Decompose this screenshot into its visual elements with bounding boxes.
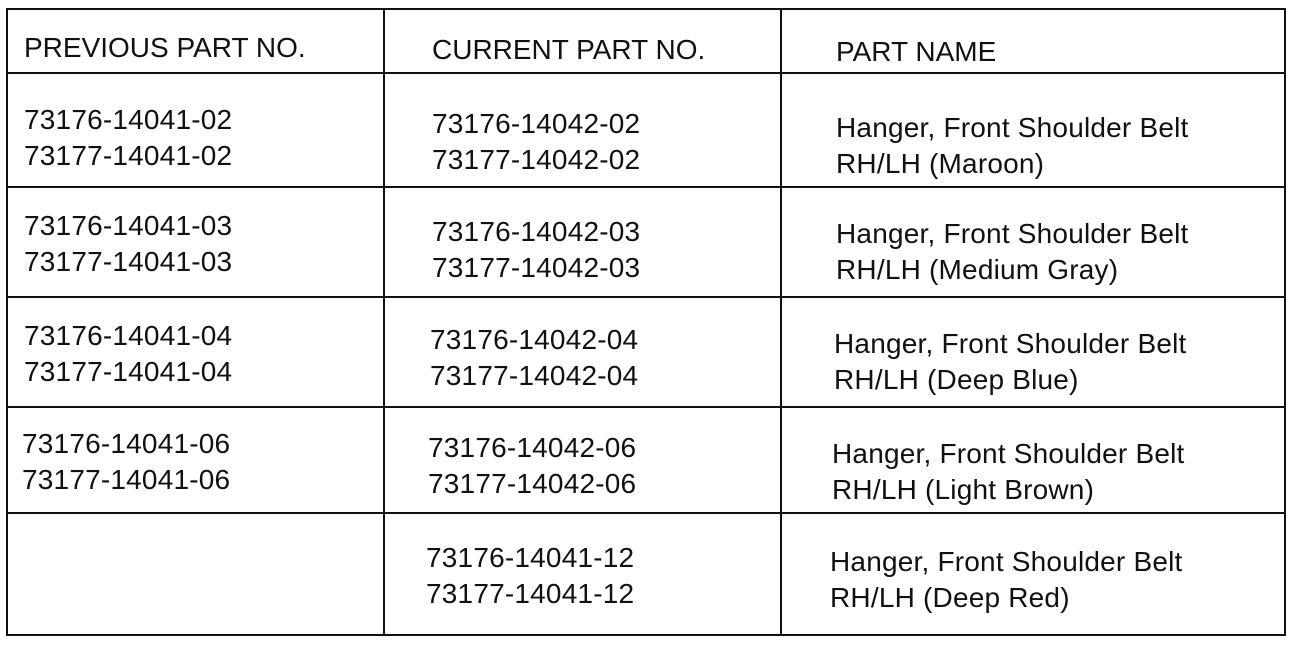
current-part-number: 73177-14042-02 — [432, 144, 641, 175]
part-name: Hanger, Front Shoulder Belt — [836, 112, 1189, 143]
previous-part-number: 73176-14041-04 — [24, 320, 233, 351]
part-name: RH/LH (Medium Gray) — [836, 254, 1119, 285]
part-name: Hanger, Front Shoulder Belt — [830, 546, 1183, 577]
parts-table — [6, 8, 1286, 636]
row-divider — [8, 296, 1284, 298]
column-divider — [383, 10, 385, 634]
part-name: RH/LH (Deep Blue) — [834, 364, 1079, 395]
current-part-number: 73176-14042-03 — [432, 216, 641, 247]
previous-part-number: 73176-14041-03 — [24, 210, 233, 241]
row-divider — [8, 186, 1284, 188]
table-row-name — [836, 216, 1189, 288]
current-part-number: 73176-14041-12 — [426, 542, 635, 573]
previous-part-number: 73177-14041-03 — [24, 246, 233, 277]
part-name: RH/LH (Maroon) — [836, 148, 1045, 179]
current-part-number: 73176-14042-02 — [432, 108, 641, 139]
row-divider — [8, 72, 1284, 74]
part-name: RH/LH (Light Brown) — [832, 474, 1095, 505]
part-name: Hanger, Front Shoulder Belt — [834, 328, 1187, 359]
table-row-name — [834, 326, 1187, 398]
previous-part-number: 73176-14041-02 — [24, 104, 233, 135]
part-name: Hanger, Front Shoulder Belt — [836, 218, 1189, 249]
part-name: Hanger, Front Shoulder Belt — [832, 438, 1185, 469]
current-part-number: 73176-14042-06 — [428, 432, 637, 463]
header-previous-part-no: PREVIOUS PART NO. — [24, 32, 306, 63]
current-part-number: 73177-14042-03 — [432, 252, 641, 283]
table-row-previous — [24, 208, 232, 280]
current-part-number: 73177-14042-04 — [430, 360, 639, 391]
previous-part-number: 73177-14041-06 — [22, 464, 231, 495]
header-current-part-no: CURRENT PART NO. — [432, 34, 706, 65]
table-row-current — [432, 106, 640, 178]
previous-part-number: 73177-14041-02 — [24, 140, 233, 171]
current-part-number: 73177-14042-06 — [428, 468, 637, 499]
header-part-name: PART NAME — [836, 36, 997, 67]
row-divider — [8, 512, 1284, 514]
current-part-number: 73176-14042-04 — [430, 324, 639, 355]
table-row-current — [428, 430, 636, 502]
table-row-name — [836, 110, 1189, 182]
column-divider — [780, 10, 782, 634]
previous-part-number: 73177-14041-04 — [24, 356, 233, 387]
current-part-number: 73177-14041-12 — [426, 578, 635, 609]
table-row-current — [430, 322, 638, 394]
table-row-name — [830, 544, 1183, 616]
row-divider — [8, 406, 1284, 408]
table-row-name — [832, 436, 1185, 508]
table-row-previous — [22, 426, 230, 498]
previous-part-number: 73176-14041-06 — [22, 428, 231, 459]
table-row-previous — [24, 102, 232, 174]
table-row-previous — [24, 318, 232, 390]
table-row-current — [432, 214, 640, 286]
part-name: RH/LH (Deep Red) — [830, 582, 1070, 613]
table-row-current — [426, 540, 634, 612]
